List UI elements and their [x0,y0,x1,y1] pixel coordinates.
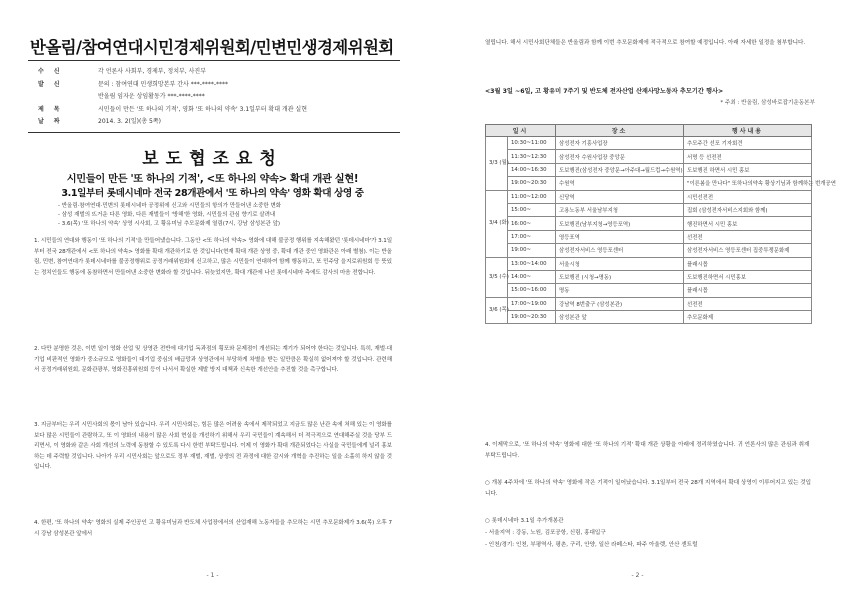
event-title: <3월 3일 ~6일, 고 황유미 7주기 및 반도체 전자산업 산재사망노동자 추모기간 행사> [485,88,724,95]
meta-key: 날짜 [38,118,70,125]
meta-row [38,66,398,79]
bullet-item: - 3.6(목) '또 하나의 약속' 상영 시사회, 고 황유미님 추모문화제 열림(7시, 강남 삼성본관 앞) [58,221,281,228]
place-cell: 서울시청 [556,257,684,270]
place-cell: 삼성전자 수원사업장 중앙문 [556,150,684,163]
table-row [486,203,812,216]
meta-key: 발신 [38,80,70,88]
paragraph-6-line: - 인천/경기: 인천, 부평역사, 평촌, 구리, 안양, 일산 라페스타, 파주 아울렛, 안산 센트럴 [485,542,698,548]
page-2 [425,0,850,601]
date-cell: 3/6 (목) [486,297,508,324]
time-cell: 19:00~20:30 [508,177,556,190]
meta-row [38,104,398,117]
time-cell: 14:00~ [508,270,556,283]
place-cell: 강남역 8번출구 (삼성본관) [556,297,684,310]
date-cell: 3/4 (화) [486,190,508,257]
subtitle-2: 3.1일부터 롯데시네마 전국 28개관에서 '또 하나의 약속' 영화 확대 상영 중 [61,188,364,199]
meta-key: 제목 [38,105,70,113]
table-row [486,230,812,243]
paragraph-4-p2: 4. 이제막으로, '또 하나의 약속' 영화에 대한 '또 하나의 기적' 확대 개관 상황을 아래에 정리하였습니다. 귀 언론사의 많은 관심과 취재 부탁드립니다. [485,442,810,459]
meta-block [38,66,398,129]
table-row [486,311,812,324]
event-cell: 추모문화제 [684,311,812,324]
table-row [486,163,812,176]
schedule-table [485,124,836,324]
time-cell: 17:00~ [508,230,556,243]
header-event: 행사내용 [684,125,812,137]
place-cell: 도보행진(남부지청→영등포역) [556,217,684,230]
meta-value: 시민들이 만든 '또 하나의 기적', 영화 '또 하나의 약속' 3.1일부터 확대 개관 실현 [98,105,308,113]
table-row [486,190,812,203]
place-cell: 명동 [556,284,684,297]
summary-bullets [58,202,398,230]
paragraph-6-title: ○ 롯데시네마 3.1일 추가개봉관 [485,518,564,524]
document-title: 보도협조요청 [142,149,283,169]
place-cell: 도보행진(삼성전자 중앙문→아주대→월드컵→수원역) [556,163,684,176]
table-row [486,137,812,150]
event-cell: 시민선전전 [684,190,812,203]
date-cell: 3/5 (수) [486,257,508,297]
meta-rule [28,132,400,133]
meta-value: 2014. 3. 2(일)(총 5쪽) [98,118,162,125]
event-cell: 서명 등 선전전 [684,150,812,163]
time-cell: 19:00~ [508,244,556,257]
time-cell: 11:30~12:30 [508,150,556,163]
bullet-item: - 반올림·참여연대·민변의 롯데시네마 공정위에 신고와 시민들의 항의가 만들어낸 소중한 변화 [58,203,282,209]
meta-value: 각 언론사 사회부, 경제부, 정치부, 사진부 [98,68,206,75]
meta-key: 수신 [38,68,70,75]
paragraph-3: 3. 지금부터는 우리 시민사회의 몫이 남아 있습니다. 우리 시민사회는, 힘든 많은 어려움 속에서 제작되었고 지금도 많은 난관 속에 처해 있는 이 영화를 보다 많은 시민들이 관람하고, 또 이 영화의 내용이 많은 사회 현실을 개선하기 위해서 우리 국민들이 계속해서 더 적극적으로 연대해주실 것을 당부 드리면서, 이 영화와 같은 사회 개선의 노력에 동참할 수 있도록 다시 한번 부탁드립니다. 이제 이 영화가 확대 개관되었다는 사실을 국민들에게 널리 홍보하는 데 주력할 것입니다. 나아가 우리 시민사회는 앞으로도 정부 재벌, 재벌, 상생의 전 과정에 대한 감시와 개혁을 추진하는 일을 소홀히 하지 않을 것입니다. [34,422,392,471]
table-row [486,244,812,257]
place-cell: 고용노동부 서울남부지청 [556,203,684,216]
table-header-row [486,125,812,137]
table-row [486,270,812,283]
place-cell: 신당역 [556,190,684,203]
place-cell: 삼성전자 기흥사업장 [556,137,684,150]
meta-row [38,116,398,129]
table-row [486,217,812,230]
event-cell: 플래시몹 [684,257,812,270]
time-cell: 15:00~16:00 [508,284,556,297]
page-number: - 2 - [631,572,644,579]
meta-key [38,91,98,104]
event-cell: 플래시몹 [684,284,812,297]
event-cell: 도보행진하면서 시민홍보 [684,270,812,283]
header-datetime: 일시 [486,125,556,137]
event-cell: 집회 (삼성전자서비스지회와 함께) [684,203,812,216]
paragraph-4: 4. 한편, '또 하나의 약속' 영화의 실제 주인공인 고 황유미님과 반도체 사업장에서의 산업재해 노동자들을 추모하는 시민 추모문화제가 3.6(목) 오후 7시 강남 삼성본관 앞에서 [34,520,392,537]
event-organizer: * 주최 : 반올림, 삼성바로잡기운동본부 [720,100,815,106]
intro-paragraph: 열립니다. 해서 시민사회단체들은 반올림과 함께 이번 추모문화제에 적극적으로 참여할 예정입니다. 아래 자세한 일정을 첨부합니다. [485,40,806,46]
time-cell: 10:30~11:00 [508,137,556,150]
event-cell: 삼성전자서비스 영등포센터 집중투쟁문화제 [684,244,812,257]
paragraph-1: 1. 시민들의 연대와 행동이 '또 하나의 기적'을 만들어냈습니다. 그동안 <또 하나의 약속> 영화에 대해 불공정 행위를 지속해왔던 '롯데시네마'가 3.1일부터 전국 28개관에서 <또 하나의 약속> 영화를 확대 개관하기로 한 것입니다(현재 확대 개관 상영 중, 확대 개관 중인 영화관은 아래 별첨). 이는 반올림, 민변, 참여연대가 롯데시네마를 불공정행위로 공정거래위원회에 신고하고, 많은 시민들이 연대하여 함께 행동하고, 또 민주당 을지로위원회 등 뜻있는 정치인들도 행동에 동참하면서 만들어낸 소중한 변화라 할 것입니다. 뒤늦었지만, 확대 개관에 나선 롯데시네마 측에도 감사의 마음 전합니다. [34,238,392,276]
time-cell: 17:00~19:00 [508,297,556,310]
place-cell: 삼성전자서비스 영등포센터 [556,244,684,257]
time-cell: 16:00~ [508,217,556,230]
place-cell: 영등포역 [556,230,684,243]
paragraph-6-line: - 서울지역 : 강동, 노원, 김포공항, 신림, 홍대입구 [485,530,606,536]
event-cell: 행진하면서 시민 홍보 [684,217,812,230]
masthead-rule [28,60,400,61]
time-cell: 11:00~12:00 [508,190,556,203]
masthead: 반올림/참여연대시민경제위원회/민변민생경제위원회 [30,38,394,57]
event-cell: "이른봄을 만나다" 또하나의약속 황상기님과 함께하는 번개공연 [684,177,812,190]
paragraph-2: 2. 다만 분명한 것은, 이번 일이 영화 산업 및 상영관 전반에 대기업 독과점의 횡포와 문제점이 개선되는 계기가 되어야 한다는 것입니다. 특히, 재벌·대기업 비판적인 영화가 중소규모로 영화들이 대기업 중심의 배급망과 상영관에서 부당하게 차별을 받는 일만큼은 확실히 없어져야 할 것입니다. 관련해서 공정거래위원회, 문화관광부, 영화진흥위원회 등이 나서서 확실한 제발 방지 대책과 신속한 개선안을 추진할 것을 촉구합니다. [34,346,392,374]
bullet-item: - 삼성 재벌의 뜨거운 다른 영화, 다른 재벌들이 '방해'한 영화, 시민들의 관심 향기로 살려내 [58,212,276,219]
meta-row [38,91,398,104]
event-cell: 도보행진 하면서 시민 홍보 [684,163,812,176]
table-row [486,177,812,190]
table-row [486,150,812,163]
event-cell: 선전전 [684,297,812,310]
meta-value: 반올림 임자운 상임활동가 ***-****-**** [98,93,205,100]
place-cell: 수원역 [556,177,684,190]
event-cell: 선전전 [684,230,812,243]
time-cell: 15:00~ [508,203,556,216]
place-cell: 도보행진 (시청→명동) [556,270,684,283]
time-cell: 14:00~16:30 [508,163,556,176]
place-cell: 삼성본관 앞 [556,311,684,324]
table-row [486,297,812,310]
meta-row [38,79,398,92]
meta-value: 문의 : 참여연대 민생희망본부 간사 ***-****-**** [98,80,229,88]
time-cell: 19:00~20:30 [508,311,556,324]
table-row [486,257,812,270]
page-number: - 1 - [206,572,219,579]
date-cell: 3/3 (월) [486,137,508,191]
time-cell: 13:00~14:00 [508,257,556,270]
header-place: 장소 [556,125,684,137]
table-row [486,284,812,297]
event-cell: 추모주간 선포 기자회견 [684,137,812,150]
paragraph-5-p2: ○ 개봉 4주차에 '또 하나의 약속' 영화에 작은 기적이 일어났습니다. 3.1일부터 전국 28개 지역에서 확대 상영이 이루어지고 있는 것입니다. [485,480,812,497]
subtitle-1: 시민들이 만든 '또 하나의 기적', <또 하나의 약속> 확대 개관 실현! [66,174,359,185]
